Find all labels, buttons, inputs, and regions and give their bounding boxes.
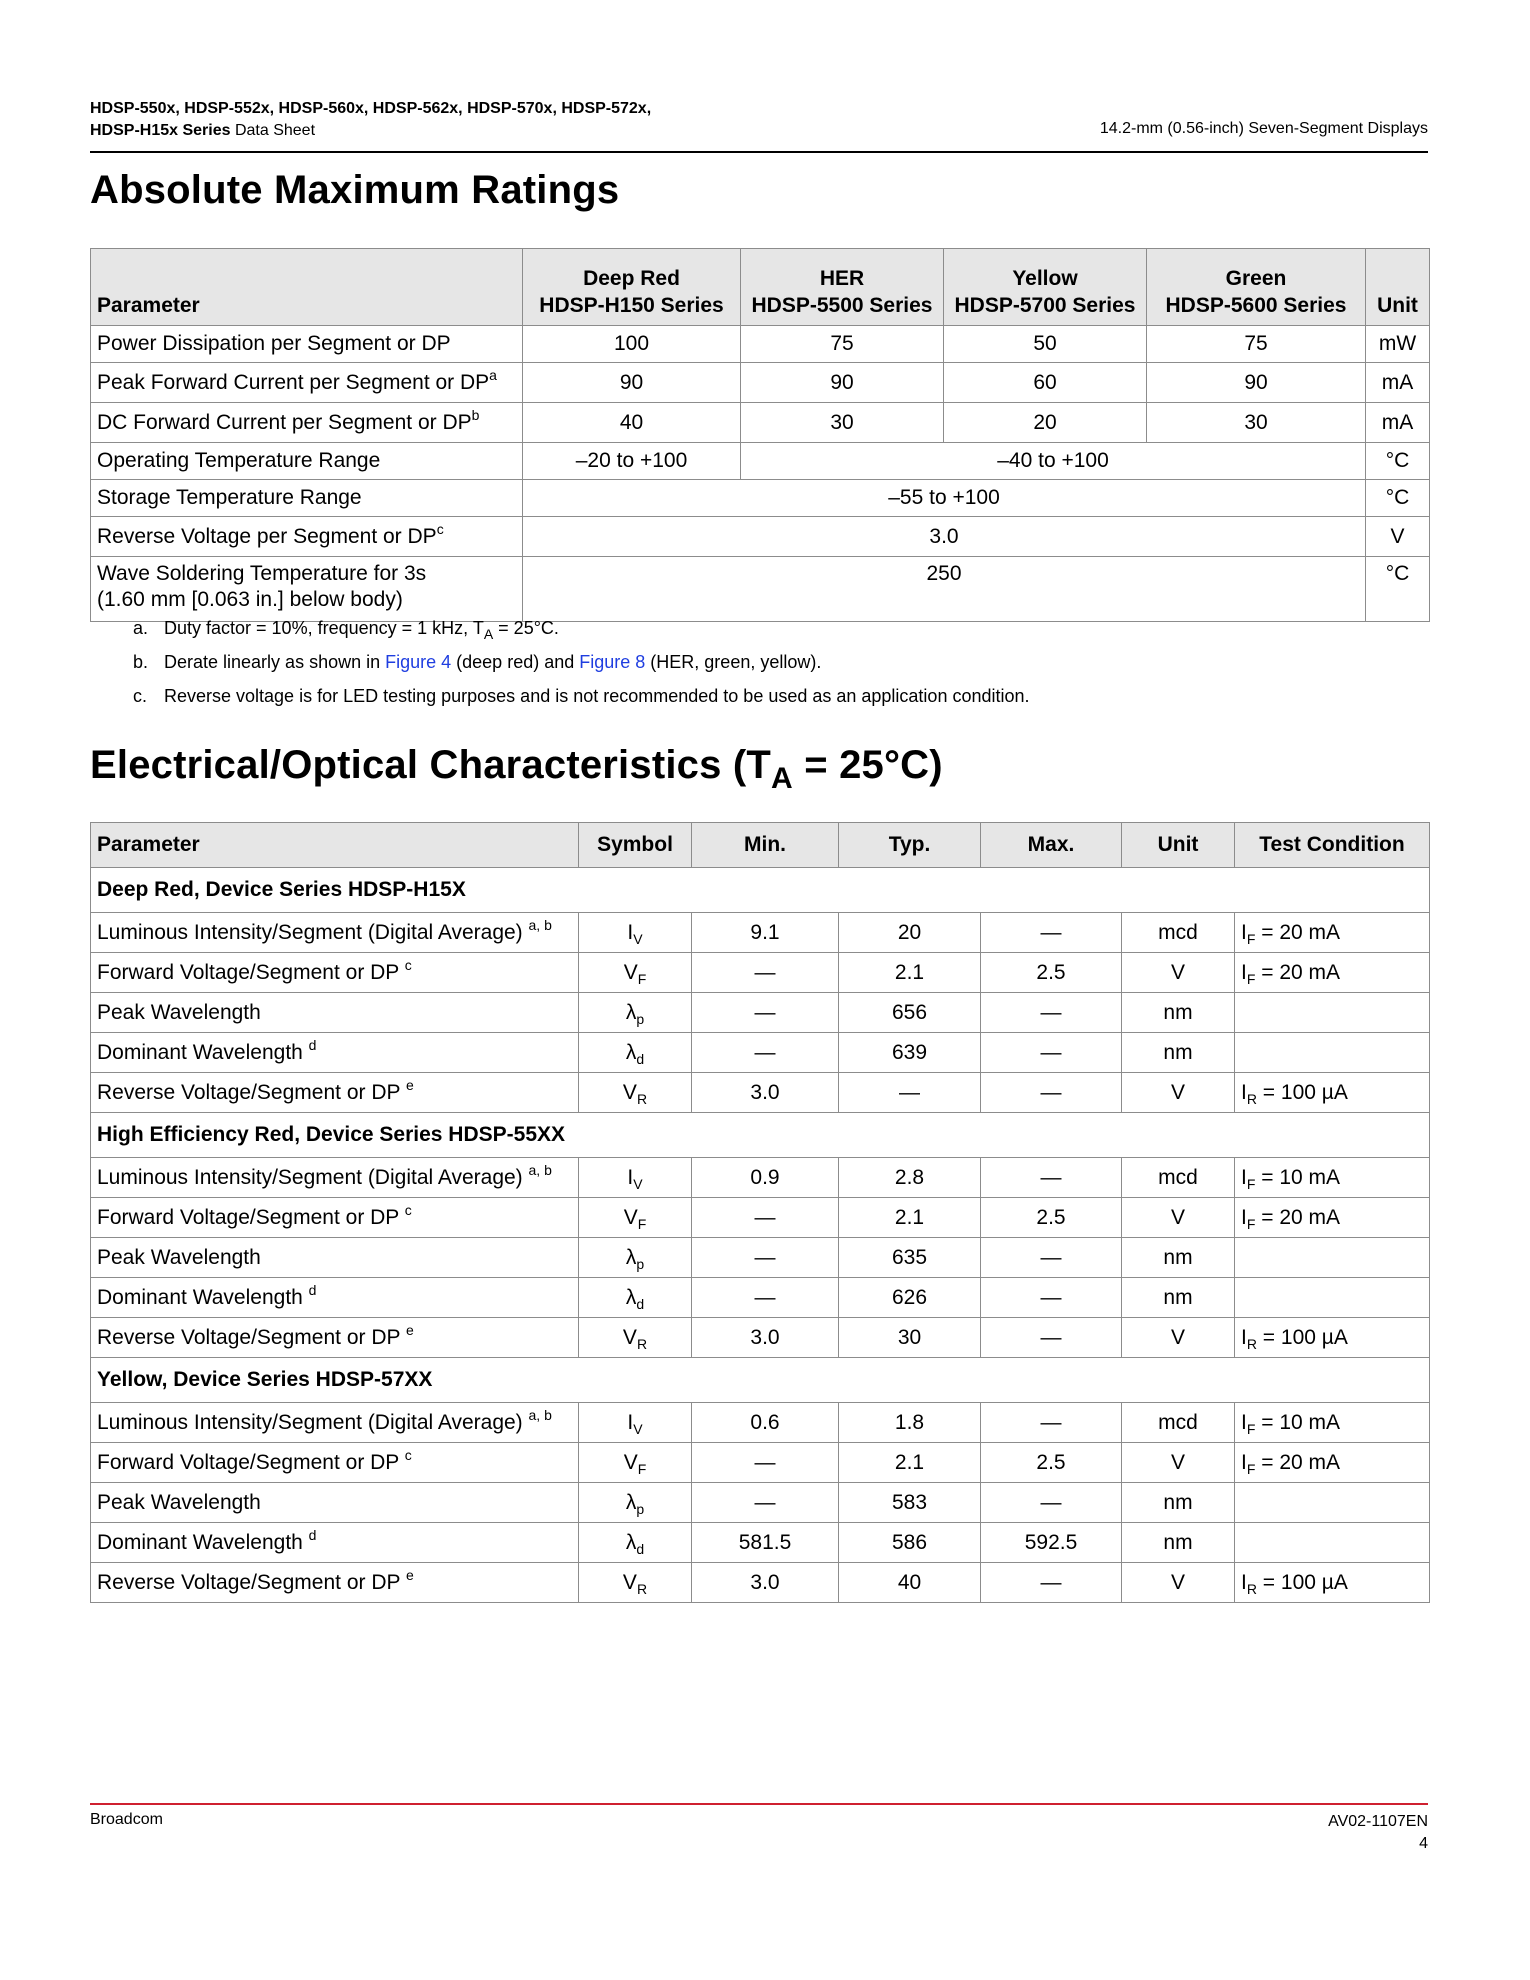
table-row [91, 403, 1430, 443]
test-condition-cell: $I_F = 10$ mA [1235, 1158, 1430, 1198]
col-header-parameter: Parameter [91, 249, 523, 326]
header-right-title: 14.2-mm (0.56-inch) Seven-Segment Displays [1099, 120, 1428, 137]
table-row [91, 363, 1430, 403]
value-cell: 90 [1147, 363, 1366, 403]
symbol-cell: $V_R$ [579, 1073, 692, 1113]
table-row [91, 953, 1430, 993]
max-cell: — [981, 1073, 1122, 1113]
param-cell: Peak Wavelength [91, 1238, 579, 1278]
section-title-absolute-max: Absolute Maximum Ratings [90, 168, 620, 212]
table-row [91, 1403, 1430, 1443]
footer-rule [90, 1803, 1428, 1805]
footnote-c: c. Reverse voltage is for LED testing purposes and is not recommended to be used as an application condition. [133, 686, 1030, 706]
table-row [91, 1033, 1430, 1073]
value-cell: 30 [741, 403, 944, 443]
footnote-ref: d [308, 1036, 317, 1053]
test-condition-cell [1235, 1523, 1430, 1563]
symbol-cell: $V_R$ [579, 1563, 692, 1603]
unit-cell: mW [1366, 326, 1430, 363]
min-cell: 581.5 [692, 1523, 839, 1563]
group-header-row [91, 1113, 1430, 1158]
max-cell: — [981, 1318, 1122, 1358]
table-row [91, 1318, 1430, 1358]
footnote-ref: e [405, 1076, 414, 1093]
min-cell: — [692, 1483, 839, 1523]
table-row [91, 1238, 1430, 1278]
header-series: HDSP-H15x Series [90, 122, 231, 139]
test-condition-cell: $I_R = 100$ µA [1235, 1563, 1430, 1603]
symbol-cell: $V_R$ [579, 1318, 692, 1358]
param-cell: Luminous Intensity/Segment (Digital Average) $^{a, b}$ [91, 913, 579, 953]
value-cell: 20 [944, 403, 1147, 443]
col-header-parameter: Parameter [91, 823, 579, 868]
unit-cell: nm [1122, 1278, 1235, 1318]
header-line-1: HDSP-550x, HDSP-552x, HDSP-560x, HDSP-562x, HDSP-570x, HDSP-572x, [90, 100, 652, 117]
param-cell: Reverse Voltage/Segment or DP $^e$ [91, 1563, 579, 1603]
footnotes [133, 611, 1030, 713]
typ-cell: 20 [839, 913, 981, 953]
col-header-typ: Typ. [839, 823, 981, 868]
min-cell: — [692, 1278, 839, 1318]
test-condition-cell: $I_R = 100$ µA [1235, 1073, 1430, 1113]
table-row [91, 1278, 1430, 1318]
col-header-min: Min. [692, 823, 839, 868]
param-cell: Wave Soldering Temperature for 3s (1.60 mm [0.063 in.] below body) [91, 557, 523, 622]
unit-cell: mcd [1122, 913, 1235, 953]
footnote-ref: c [436, 520, 444, 537]
param-cell: Reverse Voltage per Segment or $DP^c$ [91, 517, 523, 557]
test-condition-cell: $I_R = 100$ µA [1235, 1318, 1430, 1358]
typ-cell: 639 [839, 1033, 981, 1073]
test-condition-cell [1235, 993, 1430, 1033]
typ-cell: 626 [839, 1278, 981, 1318]
table-row [91, 480, 1430, 517]
min-cell: — [692, 953, 839, 993]
max-cell: 2.5 [981, 953, 1122, 993]
footer-company: Broadcom [90, 1811, 163, 1828]
table-row [91, 913, 1430, 953]
table-row [91, 1073, 1430, 1113]
value-cell-merged: –55 to +100 [523, 480, 1366, 517]
value-cell: 30 [1147, 403, 1366, 443]
param-cell: Reverse Voltage/Segment or DP $^e$ [91, 1073, 579, 1113]
unit-cell: nm [1122, 1483, 1235, 1523]
unit-cell: mA [1366, 363, 1430, 403]
param-cell: Storage Temperature Range [91, 480, 523, 517]
symbol-cell: $I_V$ [579, 913, 692, 953]
min-cell: 3.0 [692, 1318, 839, 1358]
typ-cell: 1.8 [839, 1403, 981, 1443]
table-row [91, 1158, 1430, 1198]
max-cell: — [981, 1563, 1122, 1603]
min-cell: 3.0 [692, 1073, 839, 1113]
header-line-2 [90, 120, 651, 142]
value-cell: 100 [523, 326, 741, 363]
test-condition-cell: $I_F = 20$ mA [1235, 1198, 1430, 1238]
max-cell: — [981, 1158, 1122, 1198]
value-cell: –20 to +100 [523, 443, 741, 480]
min-cell: — [692, 1443, 839, 1483]
footnote-ref: e [405, 1566, 414, 1583]
symbol-cell: $V_F$ [579, 1198, 692, 1238]
min-cell: 3.0 [692, 1563, 839, 1603]
typ-cell: 40 [839, 1563, 981, 1603]
unit-cell: nm [1122, 1033, 1235, 1073]
footnote-ref: d [308, 1526, 317, 1543]
value-cell: 40 [523, 403, 741, 443]
electrical-optical-table [90, 822, 1430, 1603]
footnote-a: a. Duty factor = 10%, frequency = 1 kHz, $T_A = 25^\circ C$. [133, 618, 559, 642]
param-cell: DC Forward Current per Segment or $DP^b$ [91, 403, 523, 443]
table-row [91, 443, 1430, 480]
table-header-row [91, 823, 1430, 868]
footnote-b: b. Derate linearly as shown in Figure 4 (deep red) and Figure 8 (HER, green, yellow). [133, 652, 822, 672]
value-cell: 90 [523, 363, 741, 403]
table-row [91, 1563, 1430, 1603]
table-row [91, 993, 1430, 1033]
typ-cell: 2.8 [839, 1158, 981, 1198]
symbol-cell: $\lambda_p$ [579, 993, 692, 1033]
param-cell: Operating Temperature Range [91, 443, 523, 480]
max-cell: — [981, 913, 1122, 953]
symbol-cell: $V_F$ [579, 1443, 692, 1483]
col-header-test-condition: Test Condition [1235, 823, 1430, 868]
symbol-cell: $V_F$ [579, 953, 692, 993]
min-cell: 9.1 [692, 913, 839, 953]
value-cell-merged: 3.0 [523, 517, 1366, 557]
figure-8-link[interactable]: Figure 8 [579, 652, 646, 672]
value-cell: 90 [741, 363, 944, 403]
unit-cell: V [1122, 1318, 1235, 1358]
symbol-cell: $\lambda_d$ [579, 1278, 692, 1318]
symbol-cell: $I_V$ [579, 1403, 692, 1443]
param-cell: Dominant Wavelength $^d$ [91, 1278, 579, 1318]
footer-doc-id: AV02-1107EN [1328, 1813, 1428, 1830]
absolute-max-ratings-table [90, 248, 1430, 622]
footnote-ref: b [471, 406, 480, 423]
max-cell: — [981, 1238, 1122, 1278]
footnote-ref: c [404, 956, 412, 973]
typ-cell: 2.1 [839, 953, 981, 993]
col-header-deep-red: Deep Red HDSP-H150 Series [523, 249, 741, 326]
value-cell: 60 [944, 363, 1147, 403]
footnote-ref: d [308, 1281, 317, 1298]
group-header-row [91, 1358, 1430, 1403]
test-condition-cell: $I_F = 10$ mA [1235, 1403, 1430, 1443]
group-title: Deep Red, Device Series HDSP-H15X [91, 868, 1430, 913]
test-condition-cell [1235, 1238, 1430, 1278]
param-cell: Dominant Wavelength $^d$ [91, 1033, 579, 1073]
doc-header [90, 98, 651, 142]
typ-cell: 2.1 [839, 1198, 981, 1238]
figure-4-link[interactable]: Figure 4 [385, 652, 452, 672]
max-cell: — [981, 993, 1122, 1033]
max-cell: 592.5 [981, 1523, 1122, 1563]
unit-cell: V [1122, 1073, 1235, 1113]
footnote-ref: a, b [528, 1406, 552, 1423]
value-cell: 75 [741, 326, 944, 363]
col-header-symbol: Symbol [579, 823, 692, 868]
param-cell: Luminous Intensity/Segment (Digital Average) $^{a, b}$ [91, 1158, 579, 1198]
max-cell: — [981, 1403, 1122, 1443]
group-title: Yellow, Device Series HDSP-57XX [91, 1358, 1430, 1403]
unit-cell: mA [1366, 403, 1430, 443]
col-header-yellow: Yellow HDSP-5700 Series [944, 249, 1147, 326]
col-header-max: Max. [981, 823, 1122, 868]
section-title-electrical-optical: Electrical/Optical Characteristics $(T_A = 25^\circ C)$ [90, 743, 943, 795]
table-row [91, 1198, 1430, 1238]
unit-cell: nm [1122, 993, 1235, 1033]
group-title: High Efficiency Red, Device Series HDSP-55XX [91, 1113, 1430, 1158]
min-cell: 0.9 [692, 1158, 839, 1198]
header-datasheet: Data Sheet [230, 122, 316, 139]
table-row [91, 1483, 1430, 1523]
param-cell: Dominant Wavelength $^d$ [91, 1523, 579, 1563]
unit-cell: °C [1366, 443, 1430, 480]
table-row [91, 1443, 1430, 1483]
symbol-cell: $\lambda_d$ [579, 1523, 692, 1563]
value-cell-merged: –40 to +100 [741, 443, 1366, 480]
symbol-cell: $\lambda_p$ [579, 1238, 692, 1278]
value-cell: 75 [1147, 326, 1366, 363]
unit-cell: V [1122, 1563, 1235, 1603]
unit-cell: mcd [1122, 1158, 1235, 1198]
unit-cell: V [1122, 1443, 1235, 1483]
typ-cell: 2.1 [839, 1443, 981, 1483]
typ-cell: 635 [839, 1238, 981, 1278]
unit-cell: nm [1122, 1523, 1235, 1563]
header-rule [90, 151, 1428, 153]
typ-cell: 30 [839, 1318, 981, 1358]
min-cell: — [692, 1033, 839, 1073]
typ-cell: — [839, 1073, 981, 1113]
test-condition-cell: $I_F = 20$ mA [1235, 953, 1430, 993]
min-cell: — [692, 1238, 839, 1278]
footer-right [1328, 1811, 1428, 1855]
min-cell: — [692, 1198, 839, 1238]
unit-cell: mcd [1122, 1403, 1235, 1443]
unit-cell: °C [1366, 480, 1430, 517]
typ-cell: 586 [839, 1523, 981, 1563]
unit-cell: V [1122, 1198, 1235, 1238]
param-cell: Power Dissipation per Segment or DP [91, 326, 523, 363]
max-cell: 2.5 [981, 1443, 1122, 1483]
footnote-ref: c [404, 1201, 412, 1218]
max-cell: — [981, 1033, 1122, 1073]
table-row [91, 1523, 1430, 1563]
test-condition-cell: $I_F = 20$ mA [1235, 913, 1430, 953]
min-cell: — [692, 993, 839, 1033]
min-cell: 0.6 [692, 1403, 839, 1443]
max-cell: — [981, 1278, 1122, 1318]
col-header-unit: Unit [1366, 249, 1430, 326]
footnote-ref: a [489, 366, 497, 383]
param-cell: Forward Voltage/Segment or DP $^c$ [91, 1443, 579, 1483]
symbol-cell: $I_V$ [579, 1158, 692, 1198]
value-cell: 50 [944, 326, 1147, 363]
table-row [91, 326, 1430, 363]
value-cell-merged: 250 [523, 557, 1366, 622]
param-cell: Peak Wavelength [91, 1483, 579, 1523]
test-condition-cell [1235, 1483, 1430, 1523]
test-condition-cell: $I_F = 20$ mA [1235, 1443, 1430, 1483]
param-cell: Forward Voltage/Segment or DP $^c$ [91, 953, 579, 993]
symbol-cell: $\lambda_d$ [579, 1033, 692, 1073]
unit-cell: nm [1122, 1238, 1235, 1278]
footnote-ref: e [405, 1321, 414, 1338]
param-cell: Reverse Voltage/Segment or DP $^e$ [91, 1318, 579, 1358]
page-number: 4 [1419, 1835, 1428, 1852]
unit-cell: °C [1366, 557, 1430, 622]
unit-cell: V [1122, 953, 1235, 993]
typ-cell: 583 [839, 1483, 981, 1523]
param-cell: Luminous Intensity/Segment (Digital Average) $^{a, b}$ [91, 1403, 579, 1443]
test-condition-cell [1235, 1033, 1430, 1073]
table-row [91, 517, 1430, 557]
max-cell: — [981, 1483, 1122, 1523]
test-condition-cell [1235, 1278, 1430, 1318]
param-cell: Peak Wavelength [91, 993, 579, 1033]
group-header-row [91, 868, 1430, 913]
col-header-her: HER HDSP-5500 Series [741, 249, 944, 326]
footnote-ref: a, b [528, 916, 552, 933]
table-header-row [91, 249, 1430, 326]
footnote-ref: a, b [528, 1161, 552, 1178]
footnote-ref: c [404, 1446, 412, 1463]
col-header-unit: Unit [1122, 823, 1235, 868]
param-cell: Forward Voltage/Segment or DP $^c$ [91, 1198, 579, 1238]
max-cell: 2.5 [981, 1198, 1122, 1238]
symbol-cell: $\lambda_p$ [579, 1483, 692, 1523]
param-cell: Peak Forward Current per Segment or $DP^a$ [91, 363, 523, 403]
typ-cell: 656 [839, 993, 981, 1033]
col-header-green: Green HDSP-5600 Series [1147, 249, 1366, 326]
unit-cell: V [1366, 517, 1430, 557]
